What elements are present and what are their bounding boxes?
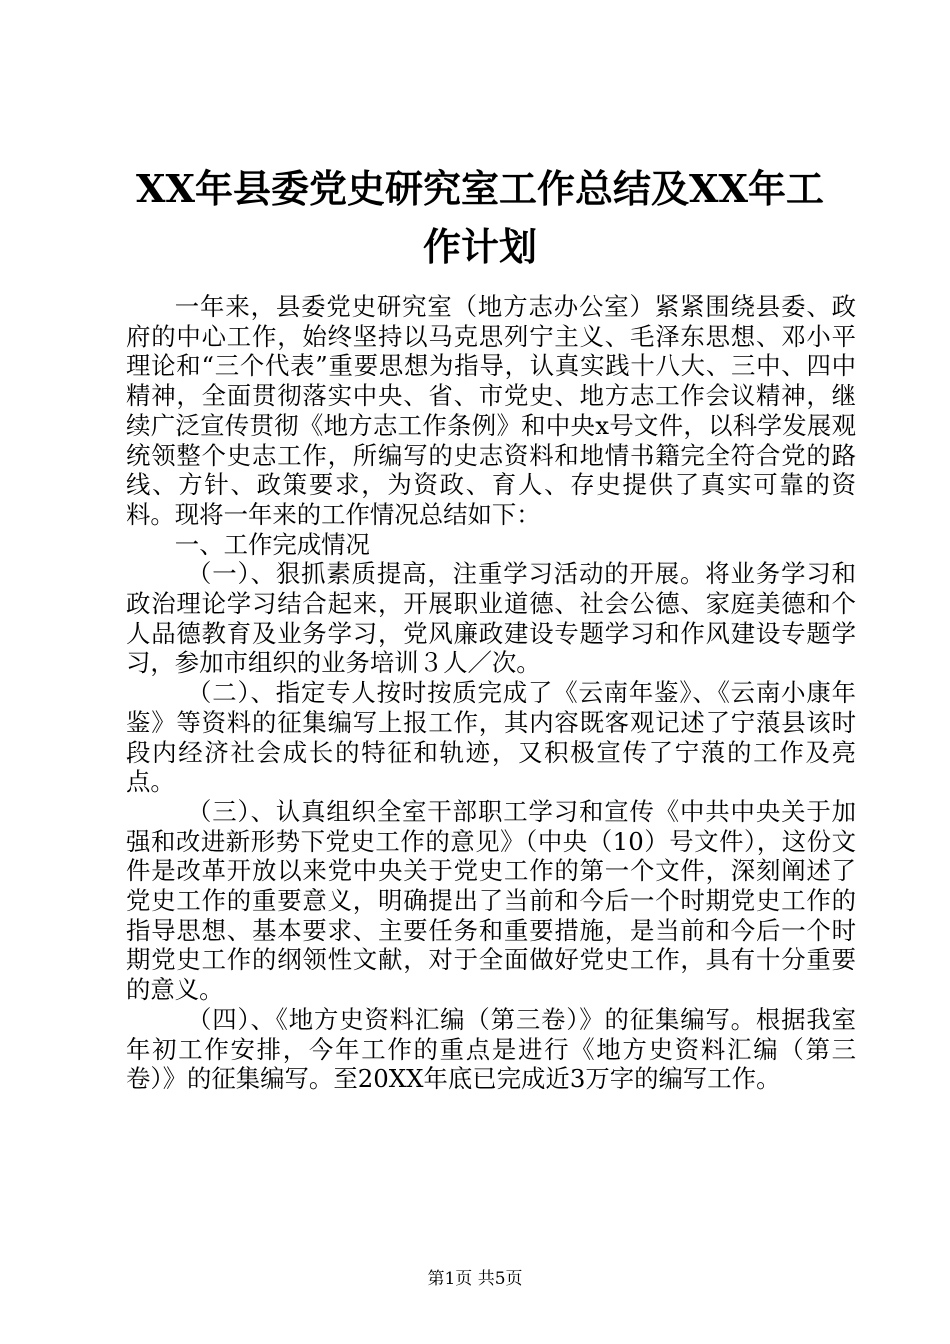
page-footer: 第1页 共5页	[427, 1269, 523, 1289]
paragraph-item-4: （四）、《地方史资料汇编（第三卷）》的征集编写。根据我室年初工作安排，今年工作的重点是进行《地方史资料汇编（第三卷）》的征集编写。至20XX年底已完成近3万字的编写工作。	[126, 1004, 856, 1094]
document-body	[126, 292, 856, 1094]
paragraph-item-3: （三）、认真组织全室干部职工学习和宣传《中共中央关于加强和改进新形势下党史工作的意见》（中央（10）号文件），这份文件是改革开放以来党中央关于党史工作的第一个文件，深刻阐述了党史工作的重要意义，明确提出了当前和今后一个时期党史工作的指导思想、基本要求、主要任务和重要措施，是当前和今后一个时期党史工作的纲领性文献，对于全面做好党史工作，具有十分重要的意义。	[126, 796, 856, 1005]
document-title: XX年县委党史研究室工作总结及XX年工作计划	[136, 166, 824, 269]
paragraph-item-2: （二）、指定专人按时按质完成了《云南年鉴》、《云南小康年鉴》等资料的征集编写上报工作，其内容既客观记述了宁蒗县该时段内经济社会成长的特征和轨迹，又积极宣传了宁蒗的工作及亮点。	[126, 678, 856, 797]
paragraph-item-1: （一）、狠抓素质提高，注重学习活动的开展。将业务学习和政治理论学习结合起来，开展职业道德、社会公德、家庭美德和个人品德教育及业务学习，党风廉政建设专题学习和作风建设专题学习，参加市组织的业务培训３人／次。	[126, 559, 856, 678]
intro-paragraph: 一年来，县委党史研究室（地方志办公室）紧紧围绕县委、政府的中心工作，始终坚持以马克思列宁主义、毛泽东思想、邓小平理论和“三个代表”重要思想为指导，认真实践十八大、三中、四中精神，全面贯彻落实中央、省、市党史、地方志工作会议精神，继续广泛宣传贯彻《地方志工作条例》和中央x号文件，以科学发展观统领整个史志工作，所编写的史志资料和地情书籍完全符合党的路线、方针、政策要求，为资政、育人、存史提供了真实可靠的资料。现将一年来的工作情况总结如下：	[126, 292, 856, 529]
section-heading: 一、工作完成情况	[174, 529, 370, 559]
